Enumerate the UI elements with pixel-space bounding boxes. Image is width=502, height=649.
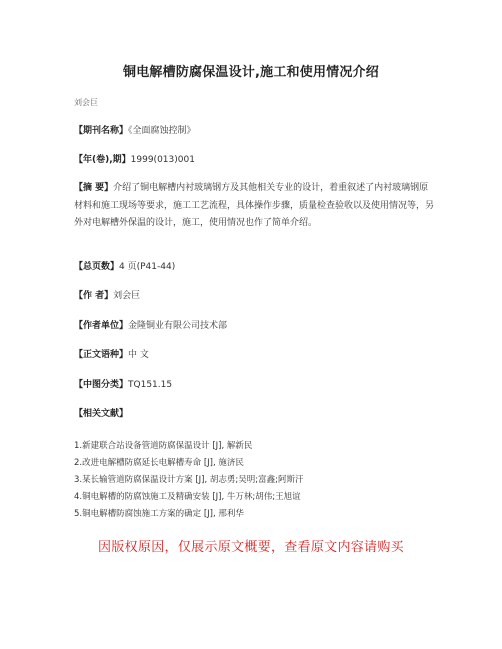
year-volume-value: 1999(013)001 bbox=[130, 155, 195, 165]
abstract-field bbox=[74, 180, 434, 233]
list-item[interactable]: 1.新建联合站设备管道防腐保温设计 [J], 解新民 bbox=[74, 441, 253, 451]
author-label: 【作 者】 bbox=[74, 291, 114, 301]
abstract-text: 介绍了铜电解槽内衬玻璃钢方及其他相关专业的设计，着重叙述了内衬玻璃钢原材料和施工现场等要求，施工工艺流程，具体操作步骤，质量检查验收以及使用情况等，另外对电解槽外保温的设计，施工，使用情况也作了简单介绍。 bbox=[74, 183, 435, 228]
related-literature-heading: 【相关文献】 bbox=[74, 409, 129, 419]
copyright-notice: 因版权原因，仅展示原文概要，查看原文内容请购买 bbox=[98, 540, 404, 555]
document-title: 铜电解槽防腐保温设计,施工和使用情况介绍 bbox=[123, 65, 379, 80]
year-volume-field bbox=[74, 151, 195, 169]
journal-name-value: 《全面腐蚀控制》 bbox=[128, 126, 196, 136]
abstract-label: 【摘 要】 bbox=[74, 183, 114, 193]
author-field bbox=[74, 287, 140, 305]
year-volume-label: 【年(卷),期】 bbox=[74, 155, 131, 165]
related-literature-list bbox=[74, 438, 303, 523]
list-item[interactable]: 5.铜电解槽防腐蚀施工方案的确定 [J], 邢利华 bbox=[74, 509, 244, 519]
classification-value: TQ151.15 bbox=[128, 380, 173, 390]
journal-name-field bbox=[74, 122, 196, 140]
classification-label: 【中图分类】 bbox=[74, 380, 129, 390]
total-pages-label: 【总页数】 bbox=[74, 262, 120, 272]
list-item[interactable]: 2.改进电解槽防腐延长电解槽寿命 [J], 施济民 bbox=[74, 458, 244, 468]
list-item[interactable]: 3.某长输管道防腐保温设计方案 [J], 胡志勇;吴明;富鑫;阿斯汗 bbox=[74, 475, 304, 485]
language-field bbox=[74, 346, 149, 364]
journal-name-label: 【期刊名称】 bbox=[74, 126, 129, 136]
affiliation-field bbox=[74, 317, 227, 335]
language-label: 【正文语种】 bbox=[74, 350, 129, 360]
affiliation-label: 【作者单位】 bbox=[74, 321, 129, 331]
classification-field bbox=[74, 376, 172, 394]
list-item[interactable]: 4.铜电解槽的防腐蚀施工及精确安装 [J], 牛万林;胡伟;王旭谊 bbox=[74, 492, 301, 502]
author-byline: 刘会巨 bbox=[74, 98, 98, 107]
language-value: 中 文 bbox=[128, 350, 149, 360]
affiliation-value: 金隆铜业有限公司技术部 bbox=[128, 321, 228, 331]
total-pages-field bbox=[74, 258, 175, 276]
total-pages-value: 4 页(P41-44) bbox=[119, 262, 176, 272]
author-value: 刘会巨 bbox=[113, 291, 141, 301]
